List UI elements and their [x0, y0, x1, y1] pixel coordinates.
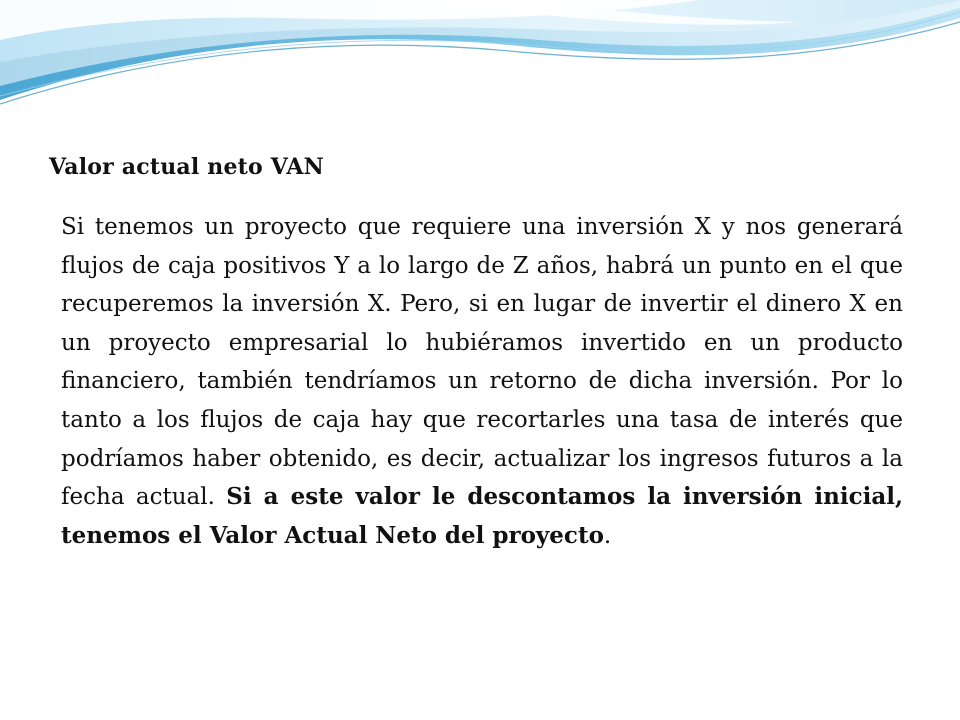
body-text-normal: Si tenemos un proyecto que requiere una inversión X y nos generará flujos de caja positivos Y a lo largo de Z años, habrá un punto en el que recuperemos la inversión X. Pero, si en lugar de invertir el dinero X en un proyecto empresarial lo hubiéramos invertido en un producto financiero, también tendríamos un retorno de dicha inversión. Por lo tanto a los flujos de caja hay que recortarles una tasa de interés que podríamos haber obtenido, es decir, actualizar los ingresos futuros a la fecha actual.	[61, 214, 903, 511]
body-paragraph	[61, 208, 903, 555]
slide-title: Valor actual neto VAN	[49, 154, 324, 180]
wave-header-decoration	[0, 0, 960, 120]
body-text-trailing: .	[603, 522, 612, 549]
body-text-bold: Si a este valor le descontamos la inversión inicial, tenemos el Valor Actual Neto del proyecto	[61, 483, 903, 549]
